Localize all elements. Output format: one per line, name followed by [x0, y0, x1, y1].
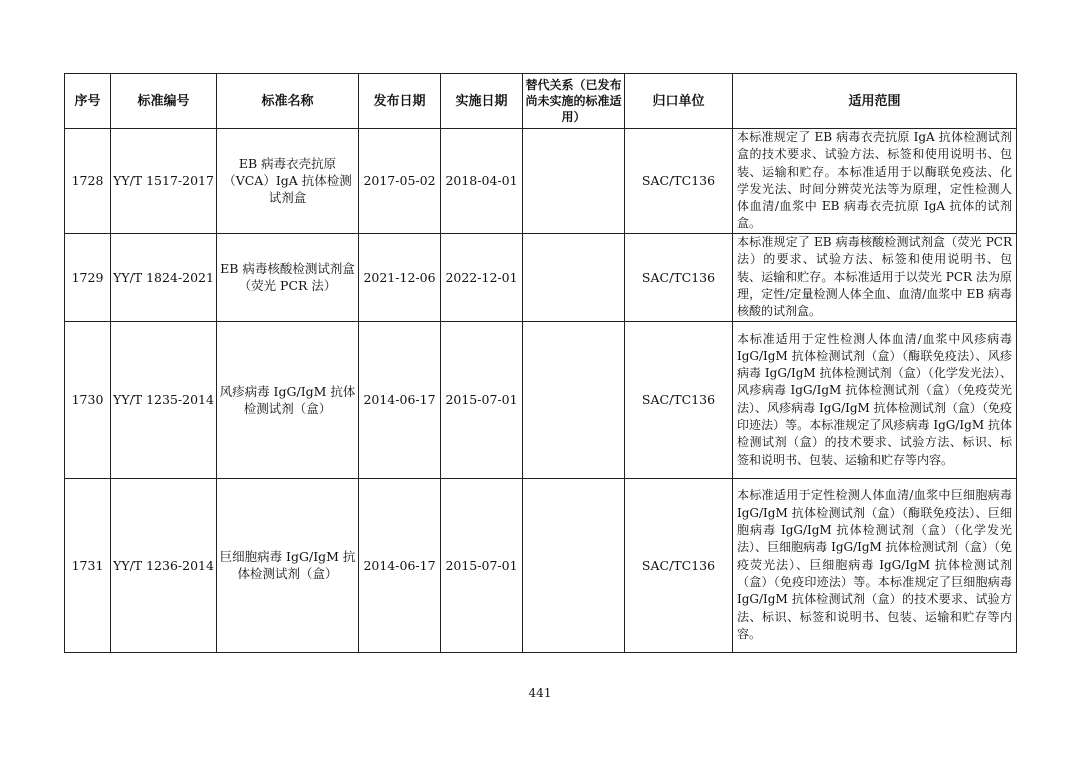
- cell-publish-date: 2021-12-06: [359, 233, 441, 321]
- cell-standard-code: YY/T 1824-2021: [111, 233, 217, 321]
- table-row: [65, 129, 1017, 234]
- cell-serial-no: 1728: [65, 129, 111, 234]
- header-effective-date: 实施日期: [441, 74, 523, 129]
- cell-standard-name: 巨细胞病毒 IgG/IgM 抗体检测试剂（盒）: [217, 478, 359, 652]
- table-row: [65, 321, 1017, 478]
- table-row: [65, 478, 1017, 652]
- cell-scope: 本标准适用于定性检测人体血清/血浆中风疹病毒 IgG/IgM 抗体检测试剂（盒）（酶联免疫法）、风疹病毒 IgG/IgM 抗体检测试剂（盒）（化学发光法）、风疹病毒 IgG/IgM 抗体检测试剂（盒）（免疫荧光法）、风疹病毒 IgG/IgM 抗体检测试剂（盒）（免疫印迹法）等。本标准规定了风疹病毒 IgG/IgM 抗体检测试剂（盒）的技术要求、试验方法、标识、标签和说明书、包装、运输和贮存等内容。: [733, 321, 1017, 478]
- header-serial-no: 序号: [65, 74, 111, 129]
- header-scope: 适用范围: [733, 74, 1017, 129]
- cell-effective-date: 2015-07-01: [441, 478, 523, 652]
- cell-publish-date: 2014-06-17: [359, 478, 441, 652]
- cell-serial-no: 1730: [65, 321, 111, 478]
- standards-table: [64, 73, 1017, 653]
- cell-effective-date: 2018-04-01: [441, 129, 523, 234]
- cell-replacement: [523, 478, 625, 652]
- cell-serial-no: 1729: [65, 233, 111, 321]
- cell-standard-code: YY/T 1235-2014: [111, 321, 217, 478]
- cell-responsible-unit: SAC/TC136: [625, 129, 733, 234]
- cell-publish-date: 2017-05-02: [359, 129, 441, 234]
- cell-standard-name: EB 病毒衣壳抗原（VCA）IgA 抗体检测试剂盒: [217, 129, 359, 234]
- header-publish-date: 发布日期: [359, 74, 441, 129]
- cell-serial-no: 1731: [65, 478, 111, 652]
- cell-replacement: [523, 129, 625, 234]
- header-replacement: 替代关系（已发布尚未实施的标准适用）: [523, 74, 625, 129]
- header-responsible-unit: 归口单位: [625, 74, 733, 129]
- cell-standard-name: 风疹病毒 IgG/IgM 抗体检测试剂（盒）: [217, 321, 359, 478]
- cell-publish-date: 2014-06-17: [359, 321, 441, 478]
- header-standard-code: 标准编号: [111, 74, 217, 129]
- cell-responsible-unit: SAC/TC136: [625, 233, 733, 321]
- cell-replacement: [523, 321, 625, 478]
- page-number: 441: [528, 686, 552, 700]
- cell-effective-date: 2022-12-01: [441, 233, 523, 321]
- table-row: [65, 233, 1017, 321]
- cell-responsible-unit: SAC/TC136: [625, 321, 733, 478]
- cell-standard-code: YY/T 1517-2017: [111, 129, 217, 234]
- cell-standard-code: YY/T 1236-2014: [111, 478, 217, 652]
- header-standard-name: 标准名称: [217, 74, 359, 129]
- cell-scope: 本标准适用于定性检测人体血清/血浆中巨细胞病毒 IgG/IgM 抗体检测试剂（盒）（酶联免疫法）、巨细胞病毒 IgG/IgM 抗体检测试剂（盒）（化学发光法）、巨细胞病毒 IgG/IgM 抗体检测试剂（盒）（免疫荧光法）、巨细胞病毒 IgG/IgM 抗体检测试剂（盒）（免疫印迹法）等。本标准规定了巨细胞病毒 IgG/IgM 抗体检测试剂（盒）的技术要求、试验方法、标识、标签和说明书、包装、运输和贮存等内容。: [733, 478, 1017, 652]
- cell-responsible-unit: SAC/TC136: [625, 478, 733, 652]
- cell-scope: 本标准规定了 EB 病毒衣壳抗原 IgA 抗体检测试剂盒的技术要求、试验方法、标签和使用说明书、包装、运输和贮存。本标准适用于以酶联免疫法、化学发光法、时间分辨荧光法等为原理，定性检测人体血清/血浆中 EB 病毒衣壳抗原 IgA 抗体的试剂盒。: [733, 129, 1017, 234]
- table-header-row: [65, 74, 1017, 129]
- cell-effective-date: 2015-07-01: [441, 321, 523, 478]
- cell-scope: 本标准规定了 EB 病毒核酸检测试剂盒（荧光 PCR 法）的要求、试验方法、标签和使用说明书、包装、运输和贮存。本标准适用于以荧光 PCR 法为原理，定性/定量检测人体全血、血清/血浆中 EB 病毒核酸的试剂盒。: [733, 233, 1017, 321]
- cell-standard-name: EB 病毒核酸检测试剂盒（荧光 PCR 法）: [217, 233, 359, 321]
- cell-replacement: [523, 233, 625, 321]
